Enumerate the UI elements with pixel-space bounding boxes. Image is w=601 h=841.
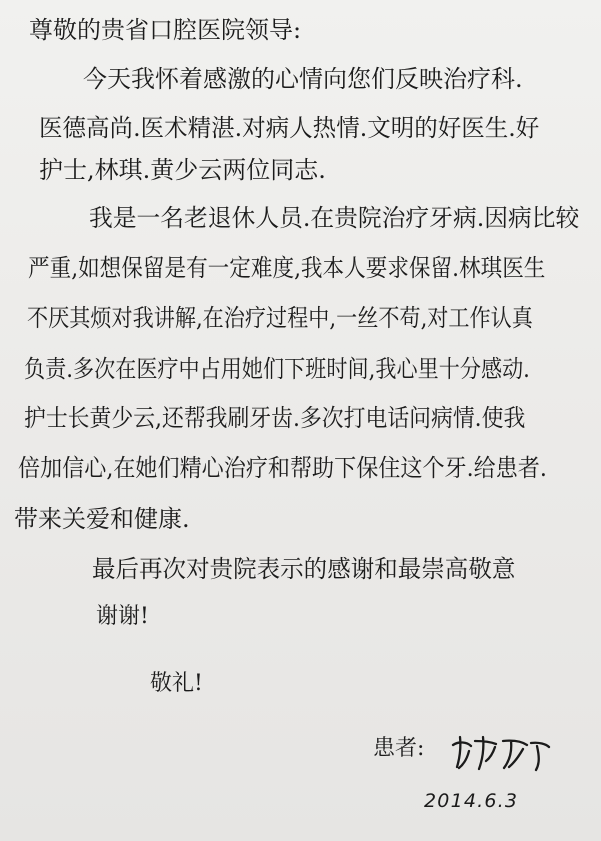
letter-date: 2014.6.3 — [424, 790, 519, 812]
letter-thanks: 谢谢! — [96, 604, 149, 629]
letter-line-10: 带来关爱和健康. — [14, 505, 190, 533]
letter-line-8: 护士长黄少云,还帮我刷牙齿.多次打电话问病情.使我 — [24, 404, 526, 432]
letter-closing-line: 最后再次对贵院表示的感谢和最崇高敬意 — [92, 555, 516, 583]
letter-line-5: 严重,如想保留是有一定难度,我本人要求保留.林琪医生 — [28, 254, 546, 282]
letter-line-1: 今天我怀着感激的心情向您们反映治疗科. — [83, 65, 523, 93]
letter-line-3: 护士,林琪.黄少云两位同志. — [39, 156, 326, 184]
letter-regards: 敬礼! — [150, 671, 203, 696]
letter-line-6: 不厌其烦对我讲解,在治疗过程中,一丝不苟,对工作认真 — [27, 304, 533, 332]
handwritten-signature — [449, 733, 554, 773]
letter-salutation: 尊敬的贵省口腔医院领导: — [29, 16, 302, 44]
signature-label: 患者: — [373, 736, 425, 761]
letter-line-9: 倍加信心,在她们精心治疗和帮助下保住这个牙.给患者. — [18, 454, 547, 482]
letter-line-7: 负责.多次在医疗中占用她们下班时间,我心里十分感动. — [24, 355, 530, 383]
letter-line-2: 医德高尚.医术精湛.对病人热情.文明的好医生.好 — [39, 114, 540, 142]
letter-line-4: 我是一名老退休人员.在贵院治疗牙病.因病比较 — [89, 204, 580, 232]
